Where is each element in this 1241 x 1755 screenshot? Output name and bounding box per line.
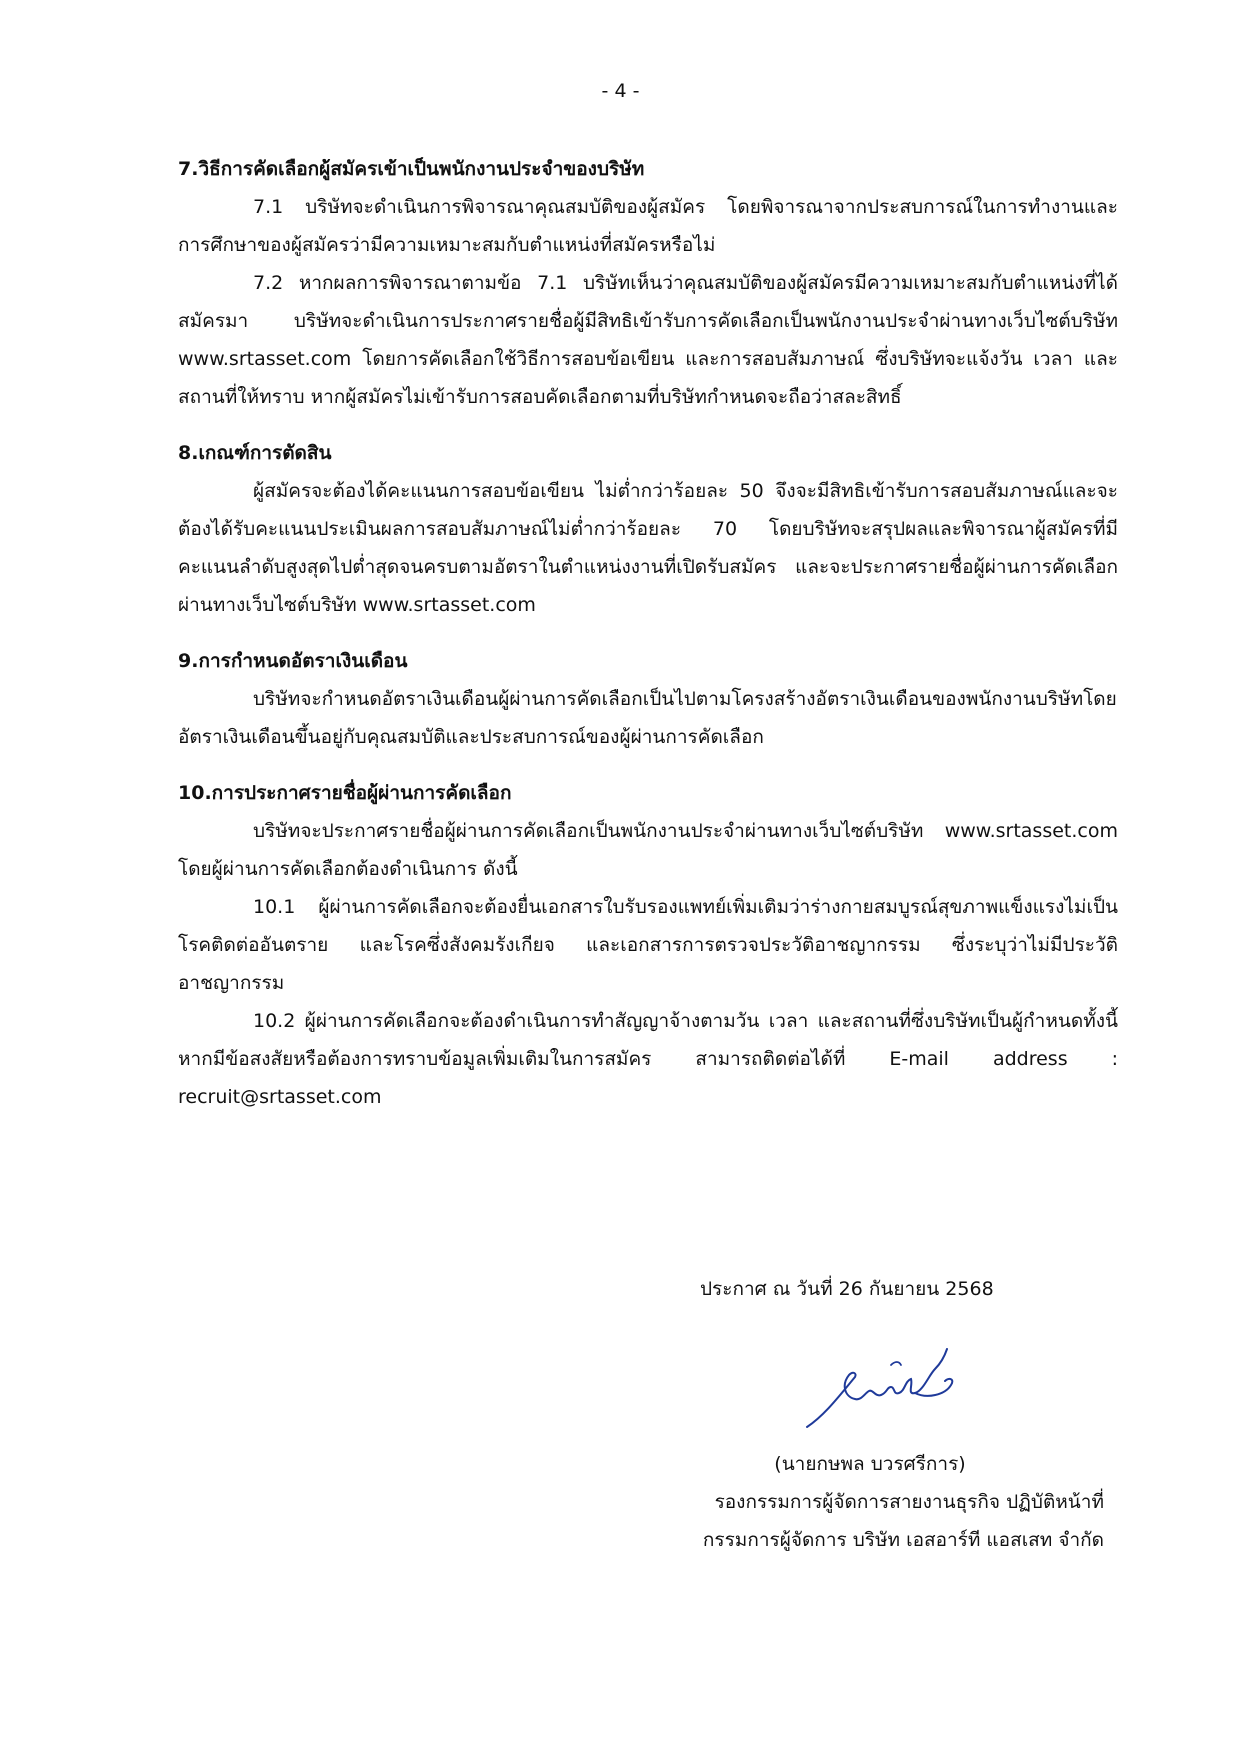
paragraph: 10.1 ผู้ผ่านการคัดเลือกจะต้องยื่นเอกสารใบรับรองแพทย์เพิ่มเติมว่าร่างกายสมบูรณ์สุขภาพแข็งแรงไม่เป็นโรคติดต่ออันตราย และโรคซึ่งสังคมรังเกียจ และเอกสารการตรวจประวัติอาชญากรรม ซึ่งระบุว่าไม่มีประวัติอาชญากรรม: [178, 896, 1118, 994]
section-title: 9.การกำหนดอัตราเงินเดือน: [178, 650, 408, 672]
section-10: [178, 774, 1118, 1116]
section-title: 8.เกณฑ์การตัดสิน: [178, 442, 332, 464]
section-title: 10.การประกาศรายชื่อผู้ผ่านการคัดเลือก: [178, 782, 512, 804]
signatory-title: กรรมการผู้จัดการ บริษัท เอสอาร์ที แอสเสท จำกัด: [702, 1529, 1104, 1551]
paragraph: 7.1 บริษัทจะดำเนินการพิจารณาคุณสมบัติของผู้สมัคร โดยพิจารณาจากประสบการณ์ในการทำงานและการศึกษาของผู้สมัครว่ามีความเหมาะสมกับตำแหน่งที่สมัครหรือไม่: [178, 196, 1118, 256]
handwritten-signature: [795, 1335, 995, 1445]
signatory-name: (นายกษพล บวรศรีการ): [774, 1453, 966, 1475]
paragraph: 7.2 หากผลการพิจารณาตามข้อ 7.1 บริษัทเห็นว่าคุณสมบัติของผู้สมัครมีความเหมาะสมกับตำแหน่งที่ได้สมัครมา บริษัทจะดำเนินการประกาศรายชื่อผู้มีสิทธิเข้ารับการคัดเลือกเป็นพนักงานประจำผ่านทางเว็บไซต์บริษัท www.srtasset.com โดยการคัดเลือกใช้วิธีการสอบข้อเขียน และการสอบสัมภาษณ์ ซึ่งบริษัทจะแจ้งวัน เวลา และสถานที่ให้ทราบ หากผู้สมัครไม่เข้ารับการสอบคัดเลือกตามที่บริษัทกำหนดจะถือว่าสละสิทธิ์: [178, 272, 1118, 408]
paragraph: 10.2 ผู้ผ่านการคัดเลือกจะต้องดำเนินการทำสัญญาจ้างตามวัน เวลา และสถานที่ซึ่งบริษัทเป็นผู้กำหนดทั้งนี้ หากมีข้อสงสัยหรือต้องการทราบข้อมูลเพิ่มเติมในการสมัคร สามารถติดต่อได้ที่ E-mail address : recruit@srtasset.com: [178, 1010, 1118, 1108]
section-7: [178, 150, 1118, 416]
paragraph: บริษัทจะประกาศรายชื่อผู้ผ่านการคัดเลือกเป็นพนักงานประจำผ่านทางเว็บไซต์บริษัท www.srtasset.com โดยผู้ผ่านการคัดเลือกต้องดำเนินการ ดังนี้: [178, 820, 1118, 880]
signatory-position: รองกรรมการผู้จัดการสายงานธุรกิจ ปฏิบัติหน้าที่: [714, 1491, 1104, 1513]
section-9: [178, 642, 1118, 756]
paragraph: ผู้สมัครจะต้องได้คะแนนการสอบข้อเขียน ไม่ต่ำกว่าร้อยละ 50 จึงจะมีสิทธิเข้ารับการสอบสัมภาษณ์และจะต้องได้รับคะแนนประเมินผลการสอบสัมภาษณ์ไม่ต่ำกว่าร้อยละ 70 โดยบริษัทจะสรุปผลและพิจารณาผู้สมัครที่มีคะแนนลำดับสูงสุดไปต่ำสุดจนครบตามอัตราในตำแหน่งงานที่เปิดรับสมัคร และจะประกาศรายชื่อผู้ผ่านการคัดเลือกผ่านทางเว็บไซต์บริษัท www.srtasset.com: [178, 480, 1118, 616]
document-body: [178, 150, 1118, 1116]
page-number: - 4 -: [601, 80, 640, 102]
announcement-date: ประกาศ ณ วันที่ 26 กันยายน 2568: [700, 1278, 994, 1300]
paragraph: บริษัทจะกำหนดอัตราเงินเดือนผู้ผ่านการคัดเลือกเป็นไปตามโครงสร้างอัตราเงินเดือนของพนักงานบริษัทโดยอัตราเงินเดือนขึ้นอยู่กับคุณสมบัติและประสบการณ์ของผู้ผ่านการคัดเลือก: [178, 688, 1117, 748]
signatory: [620, 1445, 1120, 1559]
section-title: 7.วิธีการคัดเลือกผู้สมัครเข้าเป็นพนักงานประจำของบริษัท: [178, 158, 645, 180]
section-8: [178, 434, 1118, 624]
